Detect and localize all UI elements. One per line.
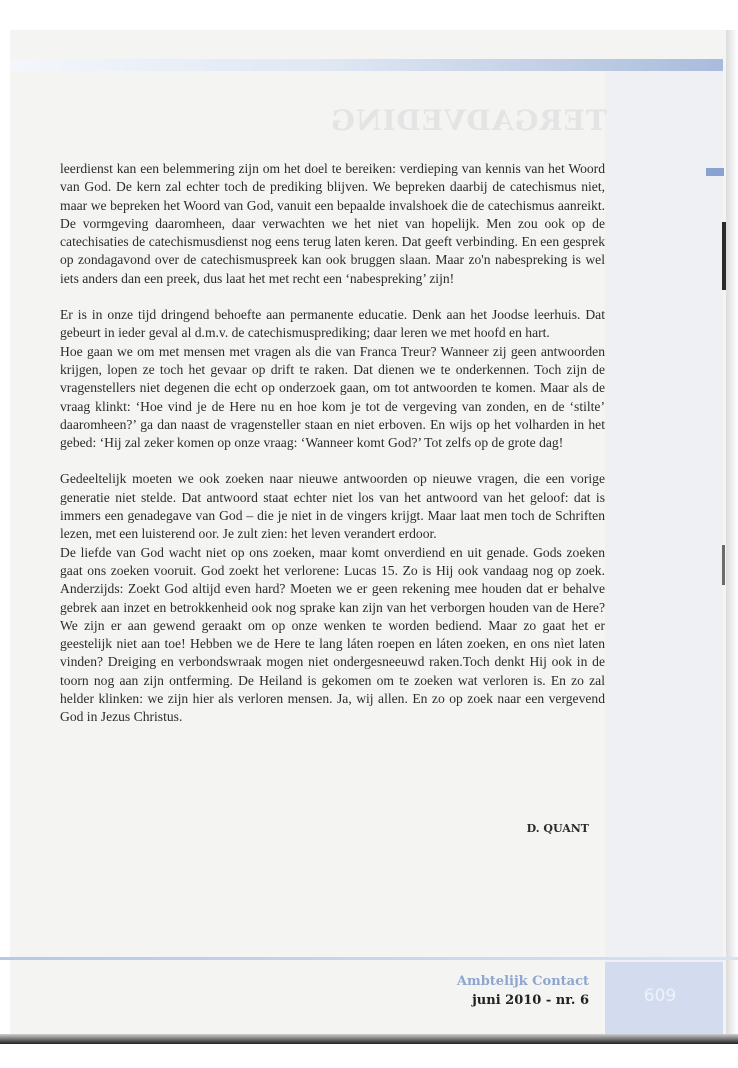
paragraph: Gedeeltelijk moeten we ook zoeken naar nieuwe antwoorden op nieuwe vragen, die een vorige generatie niet stelde. Dat antwoord staat echter niet los van het antwoord van het geloof: dat is immers een genadegave van God – die je niet in de vingers krijgt. Maar laat men toch de Schriften lezen, met een luisterend oor. Je zult zien: het leven verandert erdoor. bbox=[60, 471, 605, 542]
paragraph: Er is in onze tijd dringend behoefte aan permanente educatie. Denk aan het Joodse leerhuis. Dat gebeurt in ieder geval al d.m.v. de catechismusprediking; daar leren we met hoofd en hart. bbox=[60, 307, 605, 341]
page-number: 609 bbox=[643, 986, 677, 1006]
magazine-title: Ambtelijk Contact bbox=[456, 974, 589, 989]
footer bbox=[430, 972, 589, 1010]
show-through-heading: TERGADVEDING bbox=[330, 104, 607, 137]
margin-band bbox=[605, 70, 723, 1035]
author-signature: D. QUANT bbox=[526, 822, 589, 835]
section-tab-marker bbox=[706, 168, 724, 176]
article-body bbox=[60, 160, 605, 727]
paragraph: leerdienst kan een belemmering zijn om het doel te bereiken: verdieping van kennis van het Woord van God. De kern zal echter toch de prediking blijven. We bepreken daarbij de catechismus niet, maar we bepreken het Woord van God, vanuit een bepaalde invalshoek die de catechismus aanreikt. De vormgeving daaromheen, daar verwachten we het niet van hopelijk. Men zou ook op de catechisaties de catechismusdienst nog eens terug laten keren. Dat geeft verbinding. En een gesprek op zondagavond over de catechismuspreek kan ook bruggen slaan. Maar zo'n nabespreking is wel iets anders dan een preek, dus laat het met recht een ‘nabespreking’ zijn! bbox=[60, 161, 605, 286]
header-rule bbox=[10, 59, 723, 71]
paragraph: Hoe gaan we om met mensen met vragen als die van Franca Treur? Wanneer zij geen antwoorden krijgen, lopen ze toch het gevaar op drift te raken. Dat dienen we te onderkennen. Toch zijn de vragenstellers niet degenen die echt op onderzoek gaan, om tot antwoorden te komen. Maar als de vraag klinkt: ‘Hoe vind je de Here nu en hoe kom je tot de vergeving van zonden, en de ‘stilte’ daaromheen?’ ga dan naast de vragensteller staan en niet erboven. En wijs op het volharden in het gebed: ‘Hij zal zeker komen op onze vraag: ‘Wanneer komt God?’ Tot zelfs op de grote dag! bbox=[60, 343, 605, 451]
page-edge bbox=[726, 30, 738, 1042]
issue-label: juni 2010 - nr. 6 bbox=[472, 993, 589, 1008]
paragraph: De liefde van God wacht niet op ons zoeken, maar komt onverdiend en uit genade. Gods zoeken gaat ons zoeken vooruit. God zoekt het verlorene: Lucas 15. Zo is Hij ook vandaag nog op zoek. Anderzijds: Zoekt God altijd even hard? Moeten we er geen rekening mee houden dat er behalve gebrek aan inzet en betrokkenheid ook nog sprake kan zijn van het verborgen houden van de Here? We zijn er aan gewend geraakt om op onze wenken te worden bediend. Maar zo gaat het er geestelijk niet aan toe! Hebben we de Here te lang láten roepen en láten zoeken, en ons nìet laten vinden? Dreiging en verbondswraak mogen niet ondergesneeuwd raken.Toch denkt Hij ook in de toorn nog aan zijn ontferming. De Heiland is gekomen om te zoeken wat verloren is. En zo zal helder klinken: we zijn hier als verloren mensen. Ja, wij allen. En zo op zoek naar een vergevend God in Jezus Christus. bbox=[60, 544, 605, 725]
scan-shadow bbox=[0, 1034, 738, 1044]
footer-rule bbox=[0, 957, 738, 960]
edge-mark bbox=[722, 222, 726, 290]
edge-mark-faint bbox=[722, 545, 725, 585]
